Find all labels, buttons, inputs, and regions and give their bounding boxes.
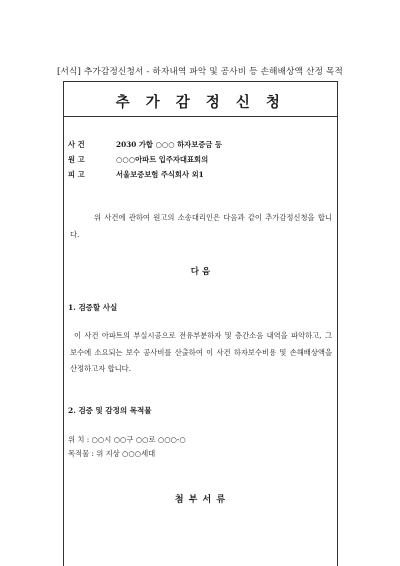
- section1-heading: 1. 검증할 사실: [68, 303, 118, 312]
- intro-paragraph: 위 사건에 관하여 원고의 소송대리인은 다음과 같이 추가감정신청을 합니다.: [70, 213, 332, 239]
- plaintiff-label: 원 고: [68, 155, 85, 164]
- document-box: [63, 81, 338, 566]
- document-title: 추 가 감 정 신 청: [115, 94, 286, 111]
- location-line: 위 치 : ○○시 ○○구 ○○로 ○○○-○: [68, 435, 186, 444]
- section2-heading: 2. 검증 및 감정의 목적물: [68, 406, 152, 415]
- attachments-heading: 첨 부 서 류: [174, 495, 227, 505]
- form-header: [서식] 추가감정신청서 - 하자내역 파악 및 공사비 등 손해배상액 산정 목적: [56, 67, 344, 77]
- case-row: [68, 140, 222, 150]
- case-value: 2030 가합 ○○○ 하자보증금 등: [116, 140, 222, 149]
- plaintiff-value: ○○○아파트 입주자대표회의: [116, 155, 209, 164]
- defendant-row: [68, 170, 204, 180]
- plaintiff-row: [68, 155, 208, 165]
- section1-body: 이 사건 아파트의 부실시공으로 전유부분하자 및 층간소음 내역을 파악하고, 그 보수에 소요되는 보수 공사비를 산출하여 이 사건 하자보수비용 및 손해배상액을 산정하고자 합니다.: [70, 331, 332, 373]
- title-divider: [64, 116, 337, 117]
- defendant-label: 피 고: [68, 170, 85, 179]
- da-eum-heading: 다 음: [190, 267, 211, 277]
- defendant-value: 서울보증보험 주식회사 외1: [116, 170, 204, 179]
- case-label: 사 건: [68, 140, 85, 149]
- object-line: 목적물 : 위 지상 ○○○세대: [68, 449, 156, 458]
